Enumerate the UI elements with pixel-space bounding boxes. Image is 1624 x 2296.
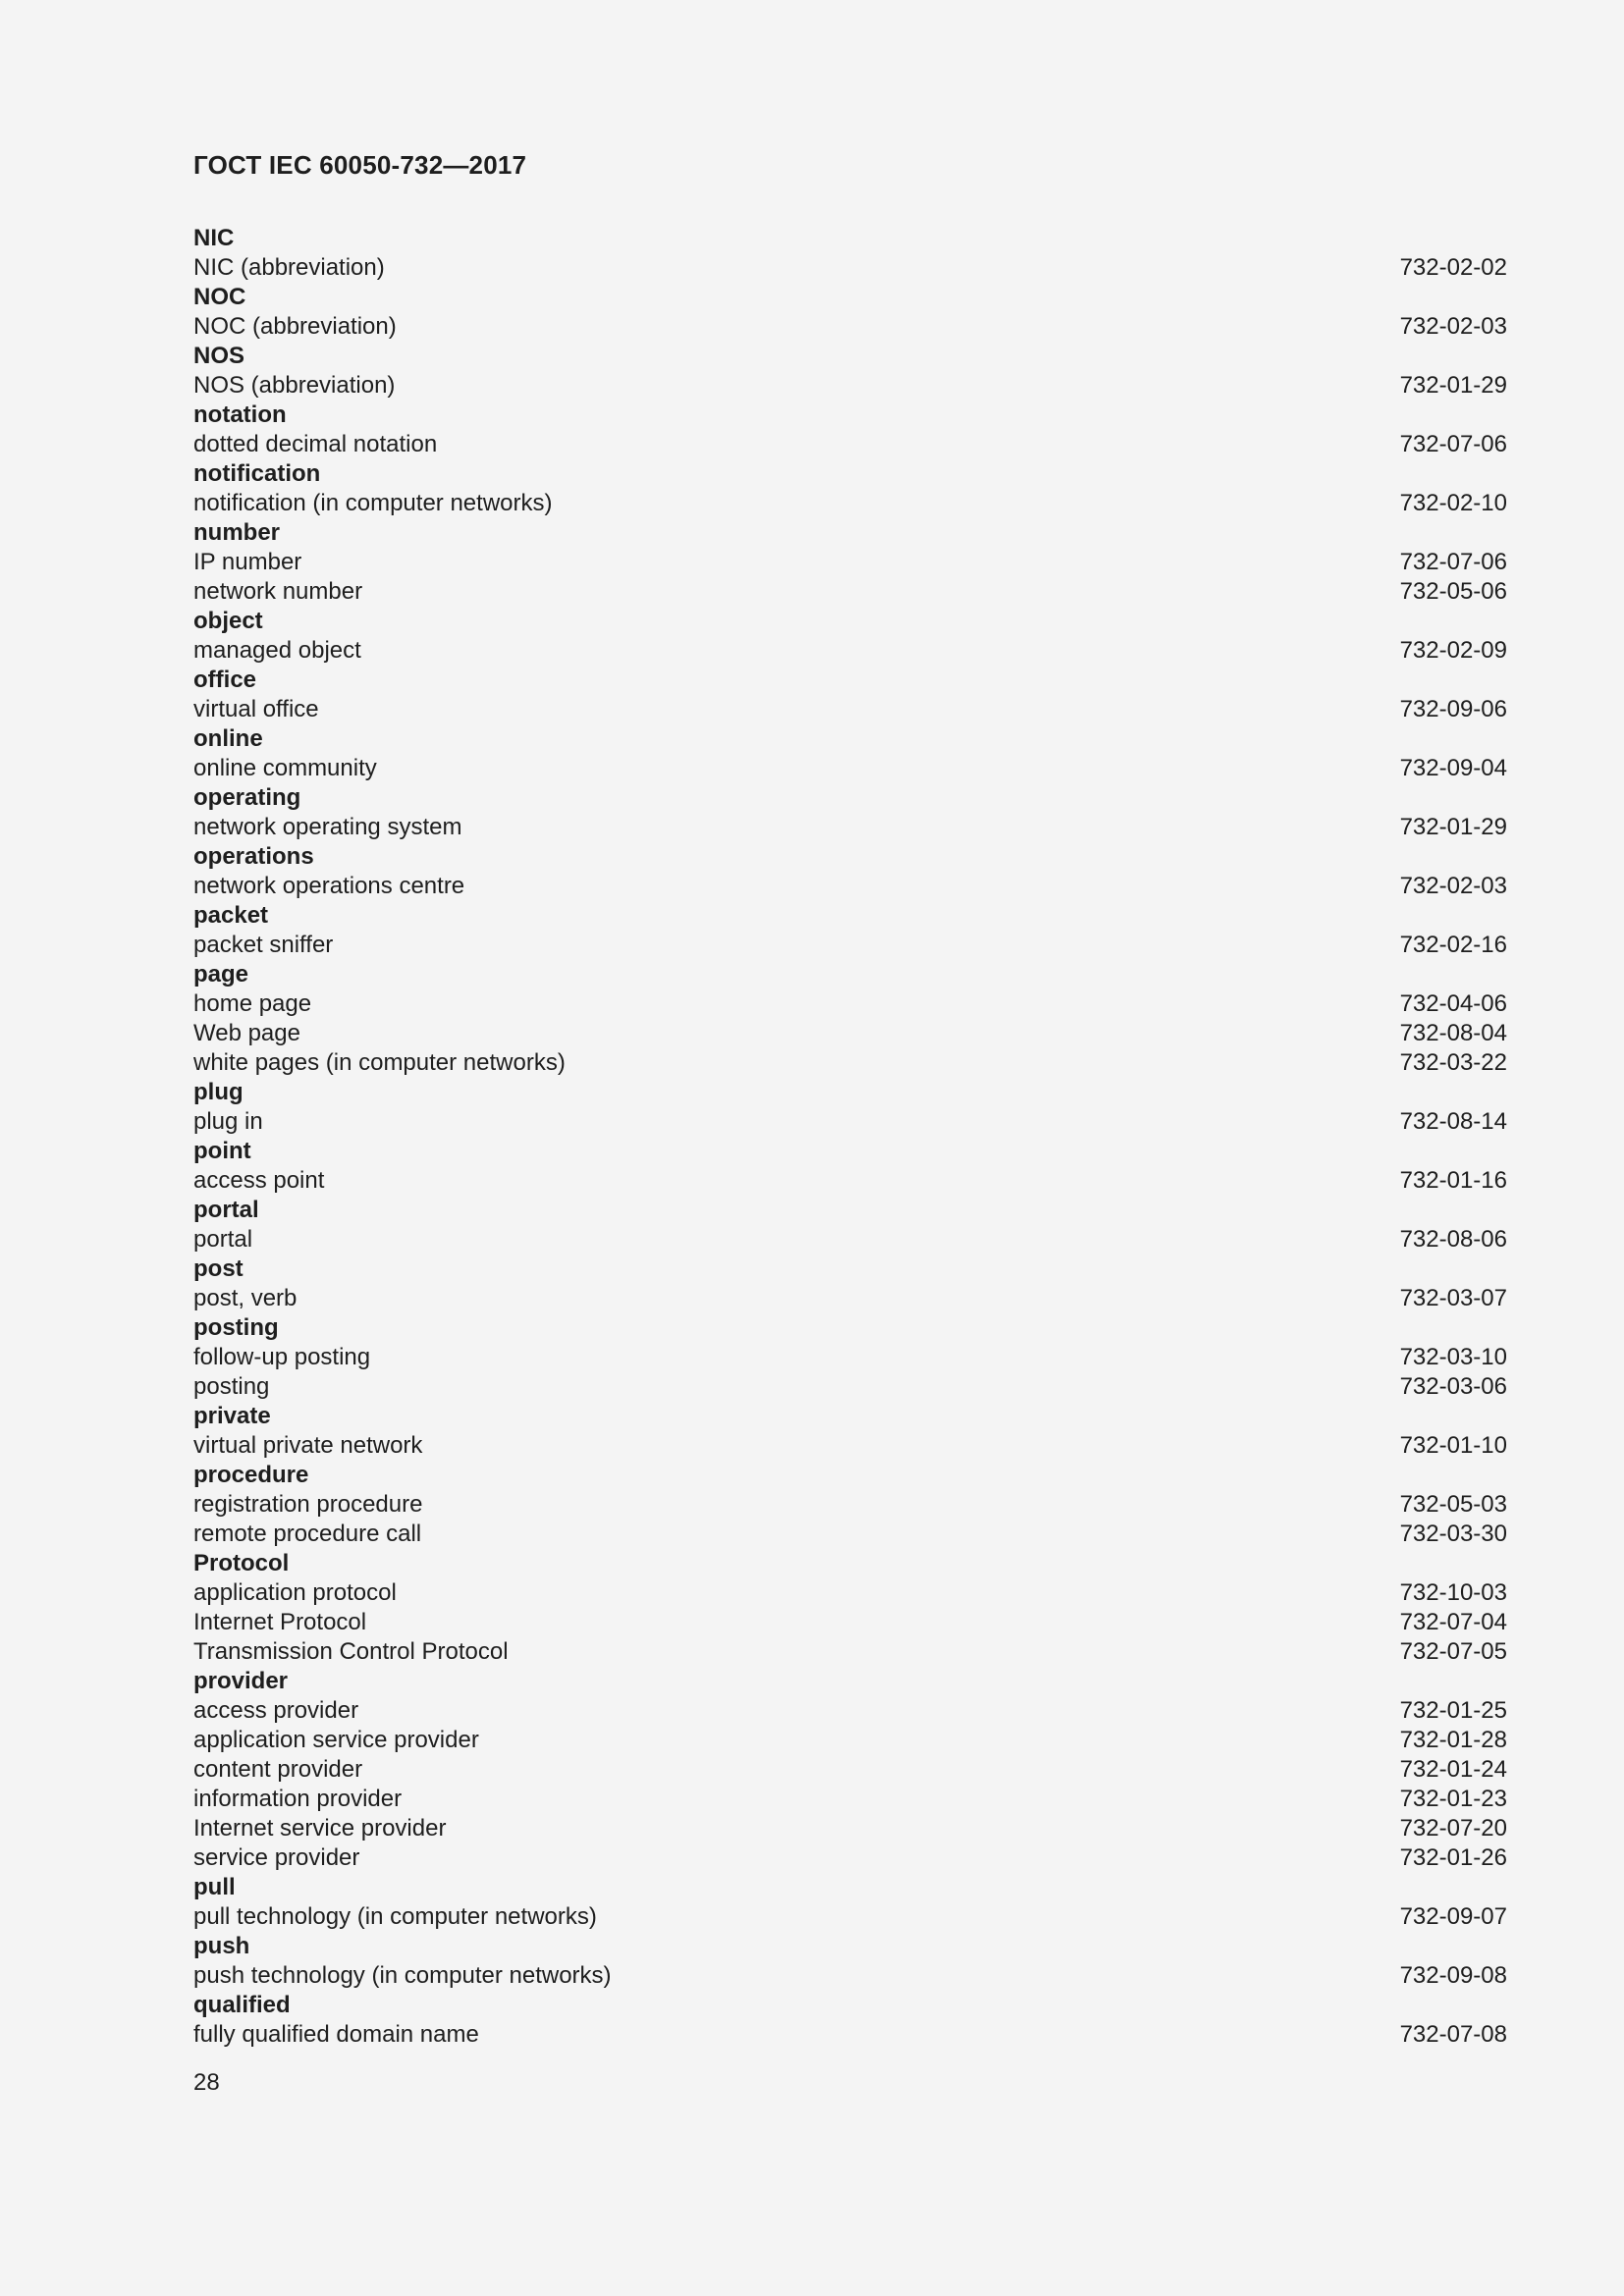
index-group-heading: private bbox=[193, 1403, 271, 1429]
index-entry-row bbox=[193, 1814, 1507, 1843]
index-entry-row bbox=[193, 1902, 1507, 1932]
entry-reference-number: 732-02-09 bbox=[1399, 637, 1507, 664]
index-entry-row bbox=[193, 931, 1507, 960]
index-entry-row bbox=[193, 1019, 1507, 1048]
entry-term: network operations centre bbox=[193, 873, 465, 899]
entry-term: virtual office bbox=[193, 696, 319, 722]
document-header: ГОСТ IEC 60050-732—2017 bbox=[193, 150, 527, 180]
index-entry-row bbox=[193, 1785, 1507, 1814]
entry-reference-number: 732-07-05 bbox=[1399, 1638, 1507, 1665]
term-index-list bbox=[193, 224, 1507, 2050]
index-entry-row bbox=[193, 312, 1507, 342]
entry-term: content provider bbox=[193, 1756, 363, 1783]
entry-term: network operating system bbox=[193, 814, 462, 840]
entry-reference-number: 732-01-10 bbox=[1399, 1432, 1507, 1459]
index-entry-row bbox=[193, 813, 1507, 842]
entry-term: Web page bbox=[193, 1020, 300, 1046]
entry-term: follow-up posting bbox=[193, 1344, 371, 1370]
index-entry-row bbox=[193, 695, 1507, 724]
entry-term: pull technology (in computer networks) bbox=[193, 1903, 597, 1930]
entry-reference-number: 732-08-04 bbox=[1399, 1020, 1507, 1046]
index-entry-row bbox=[193, 1284, 1507, 1313]
index-entry-row bbox=[193, 253, 1507, 283]
index-entry-row bbox=[193, 1225, 1507, 1255]
entry-reference-number: 732-03-06 bbox=[1399, 1373, 1507, 1400]
index-entry-row bbox=[193, 1755, 1507, 1785]
index-group-heading: notification bbox=[193, 460, 321, 487]
entry-term: dotted decimal notation bbox=[193, 431, 438, 457]
entry-reference-number: 732-08-06 bbox=[1399, 1226, 1507, 1253]
index-group-heading: qualified bbox=[193, 1992, 291, 2018]
entry-reference-number: 732-07-08 bbox=[1399, 2021, 1507, 2048]
index-group-heading: online bbox=[193, 725, 263, 752]
entry-reference-number: 732-01-24 bbox=[1399, 1756, 1507, 1783]
index-entry-row bbox=[193, 1696, 1507, 1726]
entry-reference-number: 732-02-02 bbox=[1399, 254, 1507, 281]
entry-term: fully qualified domain name bbox=[193, 2021, 479, 2048]
index-entry-row bbox=[193, 577, 1507, 607]
entry-reference-number: 732-10-03 bbox=[1399, 1579, 1507, 1606]
entry-term: posting bbox=[193, 1373, 270, 1400]
index-entry-row bbox=[193, 1578, 1507, 1608]
entry-reference-number: 732-08-14 bbox=[1399, 1108, 1507, 1135]
index-group-heading: page bbox=[193, 961, 249, 988]
index-group-heading: point bbox=[193, 1138, 251, 1164]
index-group-heading: packet bbox=[193, 902, 269, 929]
entry-term: NIC (abbreviation) bbox=[193, 254, 385, 281]
index-entry-row bbox=[193, 1107, 1507, 1137]
entry-reference-number: 732-02-16 bbox=[1399, 932, 1507, 958]
entry-reference-number: 732-02-10 bbox=[1399, 490, 1507, 516]
page-number: 28 bbox=[193, 2069, 220, 2096]
entry-reference-number: 732-05-06 bbox=[1399, 578, 1507, 605]
index-group-heading: plug bbox=[193, 1079, 244, 1105]
entry-term: managed object bbox=[193, 637, 361, 664]
index-group-heading: procedure bbox=[193, 1462, 309, 1488]
entry-reference-number: 732-09-06 bbox=[1399, 696, 1507, 722]
index-entry-row bbox=[193, 1048, 1507, 1078]
entry-reference-number: 732-01-26 bbox=[1399, 1844, 1507, 1871]
entry-term: NOC (abbreviation) bbox=[193, 313, 397, 340]
index-group-heading: posting bbox=[193, 1314, 279, 1341]
index-entry-row bbox=[193, 1343, 1507, 1372]
entry-term: packet sniffer bbox=[193, 932, 334, 958]
entry-reference-number: 732-03-10 bbox=[1399, 1344, 1507, 1370]
entry-term: online community bbox=[193, 755, 377, 781]
index-entry-row bbox=[193, 1490, 1507, 1520]
index-entry-row bbox=[193, 1431, 1507, 1461]
entry-reference-number: 732-01-23 bbox=[1399, 1786, 1507, 1812]
index-entry-row bbox=[193, 1843, 1507, 1873]
entry-reference-number: 732-09-08 bbox=[1399, 1962, 1507, 1989]
index-group-heading: pull bbox=[193, 1874, 236, 1900]
entry-term: application service provider bbox=[193, 1727, 479, 1753]
index-group-heading: object bbox=[193, 608, 263, 634]
index-entry-row bbox=[193, 1372, 1507, 1402]
index-entry-row bbox=[193, 989, 1507, 1019]
index-group-heading: post bbox=[193, 1255, 244, 1282]
index-group-heading: operations bbox=[193, 843, 314, 870]
entry-term: service provider bbox=[193, 1844, 360, 1871]
entry-reference-number: 732-03-22 bbox=[1399, 1049, 1507, 1076]
index-group-heading: push bbox=[193, 1933, 250, 1959]
index-group-heading: Protocol bbox=[193, 1550, 290, 1576]
entry-reference-number: 732-01-28 bbox=[1399, 1727, 1507, 1753]
index-entry-row bbox=[193, 872, 1507, 901]
index-entry-row bbox=[193, 548, 1507, 577]
entry-term: network number bbox=[193, 578, 363, 605]
index-group-heading: provider bbox=[193, 1668, 289, 1694]
entry-term: NOS (abbreviation) bbox=[193, 372, 396, 399]
entry-reference-number: 732-09-07 bbox=[1399, 1903, 1507, 1930]
entry-reference-number: 732-01-25 bbox=[1399, 1697, 1507, 1724]
entry-reference-number: 732-01-29 bbox=[1399, 372, 1507, 399]
index-group-heading: NIC bbox=[193, 225, 235, 251]
index-group-heading: portal bbox=[193, 1197, 259, 1223]
entry-reference-number: 732-01-16 bbox=[1399, 1167, 1507, 1194]
entry-term: post, verb bbox=[193, 1285, 298, 1311]
index-group-heading: operating bbox=[193, 784, 301, 811]
entry-reference-number: 732-07-06 bbox=[1399, 431, 1507, 457]
index-entry-row bbox=[193, 1726, 1507, 1755]
entry-reference-number: 732-02-03 bbox=[1399, 873, 1507, 899]
index-entry-row bbox=[193, 1961, 1507, 1991]
index-entry-row bbox=[193, 1608, 1507, 1637]
entry-term: plug in bbox=[193, 1108, 263, 1135]
entry-reference-number: 732-09-04 bbox=[1399, 755, 1507, 781]
index-entry-row bbox=[193, 1637, 1507, 1667]
entry-term: home page bbox=[193, 990, 312, 1017]
entry-term: application protocol bbox=[193, 1579, 397, 1606]
index-group-heading: notation bbox=[193, 401, 287, 428]
entry-reference-number: 732-04-06 bbox=[1399, 990, 1507, 1017]
entry-term: notification (in computer networks) bbox=[193, 490, 553, 516]
entry-reference-number: 732-03-07 bbox=[1399, 1285, 1507, 1311]
index-entry-row bbox=[193, 430, 1507, 459]
entry-term: remote procedure call bbox=[193, 1521, 422, 1547]
entry-term: push technology (in computer networks) bbox=[193, 1962, 612, 1989]
entry-reference-number: 732-01-29 bbox=[1399, 814, 1507, 840]
index-group-heading: NOS bbox=[193, 343, 245, 369]
entry-reference-number: 732-07-04 bbox=[1399, 1609, 1507, 1635]
entry-reference-number: 732-03-30 bbox=[1399, 1521, 1507, 1547]
entry-term: Transmission Control Protocol bbox=[193, 1638, 509, 1665]
entry-term: portal bbox=[193, 1226, 253, 1253]
entry-reference-number: 732-02-03 bbox=[1399, 313, 1507, 340]
entry-reference-number: 732-07-20 bbox=[1399, 1815, 1507, 1842]
entry-reference-number: 732-07-06 bbox=[1399, 549, 1507, 575]
index-entry-row bbox=[193, 371, 1507, 400]
entry-term: information provider bbox=[193, 1786, 403, 1812]
entry-reference-number: 732-05-03 bbox=[1399, 1491, 1507, 1518]
index-entry-row bbox=[193, 1166, 1507, 1196]
index-entry-row bbox=[193, 1520, 1507, 1549]
entry-term: Internet service provider bbox=[193, 1815, 447, 1842]
entry-term: Internet Protocol bbox=[193, 1609, 367, 1635]
index-entry-row bbox=[193, 636, 1507, 666]
entry-term: virtual private network bbox=[193, 1432, 423, 1459]
index-group-heading: number bbox=[193, 519, 281, 546]
entry-term: IP number bbox=[193, 549, 302, 575]
entry-term: registration procedure bbox=[193, 1491, 423, 1518]
entry-term: white pages (in computer networks) bbox=[193, 1049, 566, 1076]
entry-term: access provider bbox=[193, 1697, 359, 1724]
entry-term: access point bbox=[193, 1167, 325, 1194]
index-entry-row bbox=[193, 489, 1507, 518]
index-group-heading: office bbox=[193, 667, 257, 693]
index-entry-row bbox=[193, 754, 1507, 783]
index-group-heading: NOC bbox=[193, 284, 246, 310]
index-entry-row bbox=[193, 2020, 1507, 2050]
